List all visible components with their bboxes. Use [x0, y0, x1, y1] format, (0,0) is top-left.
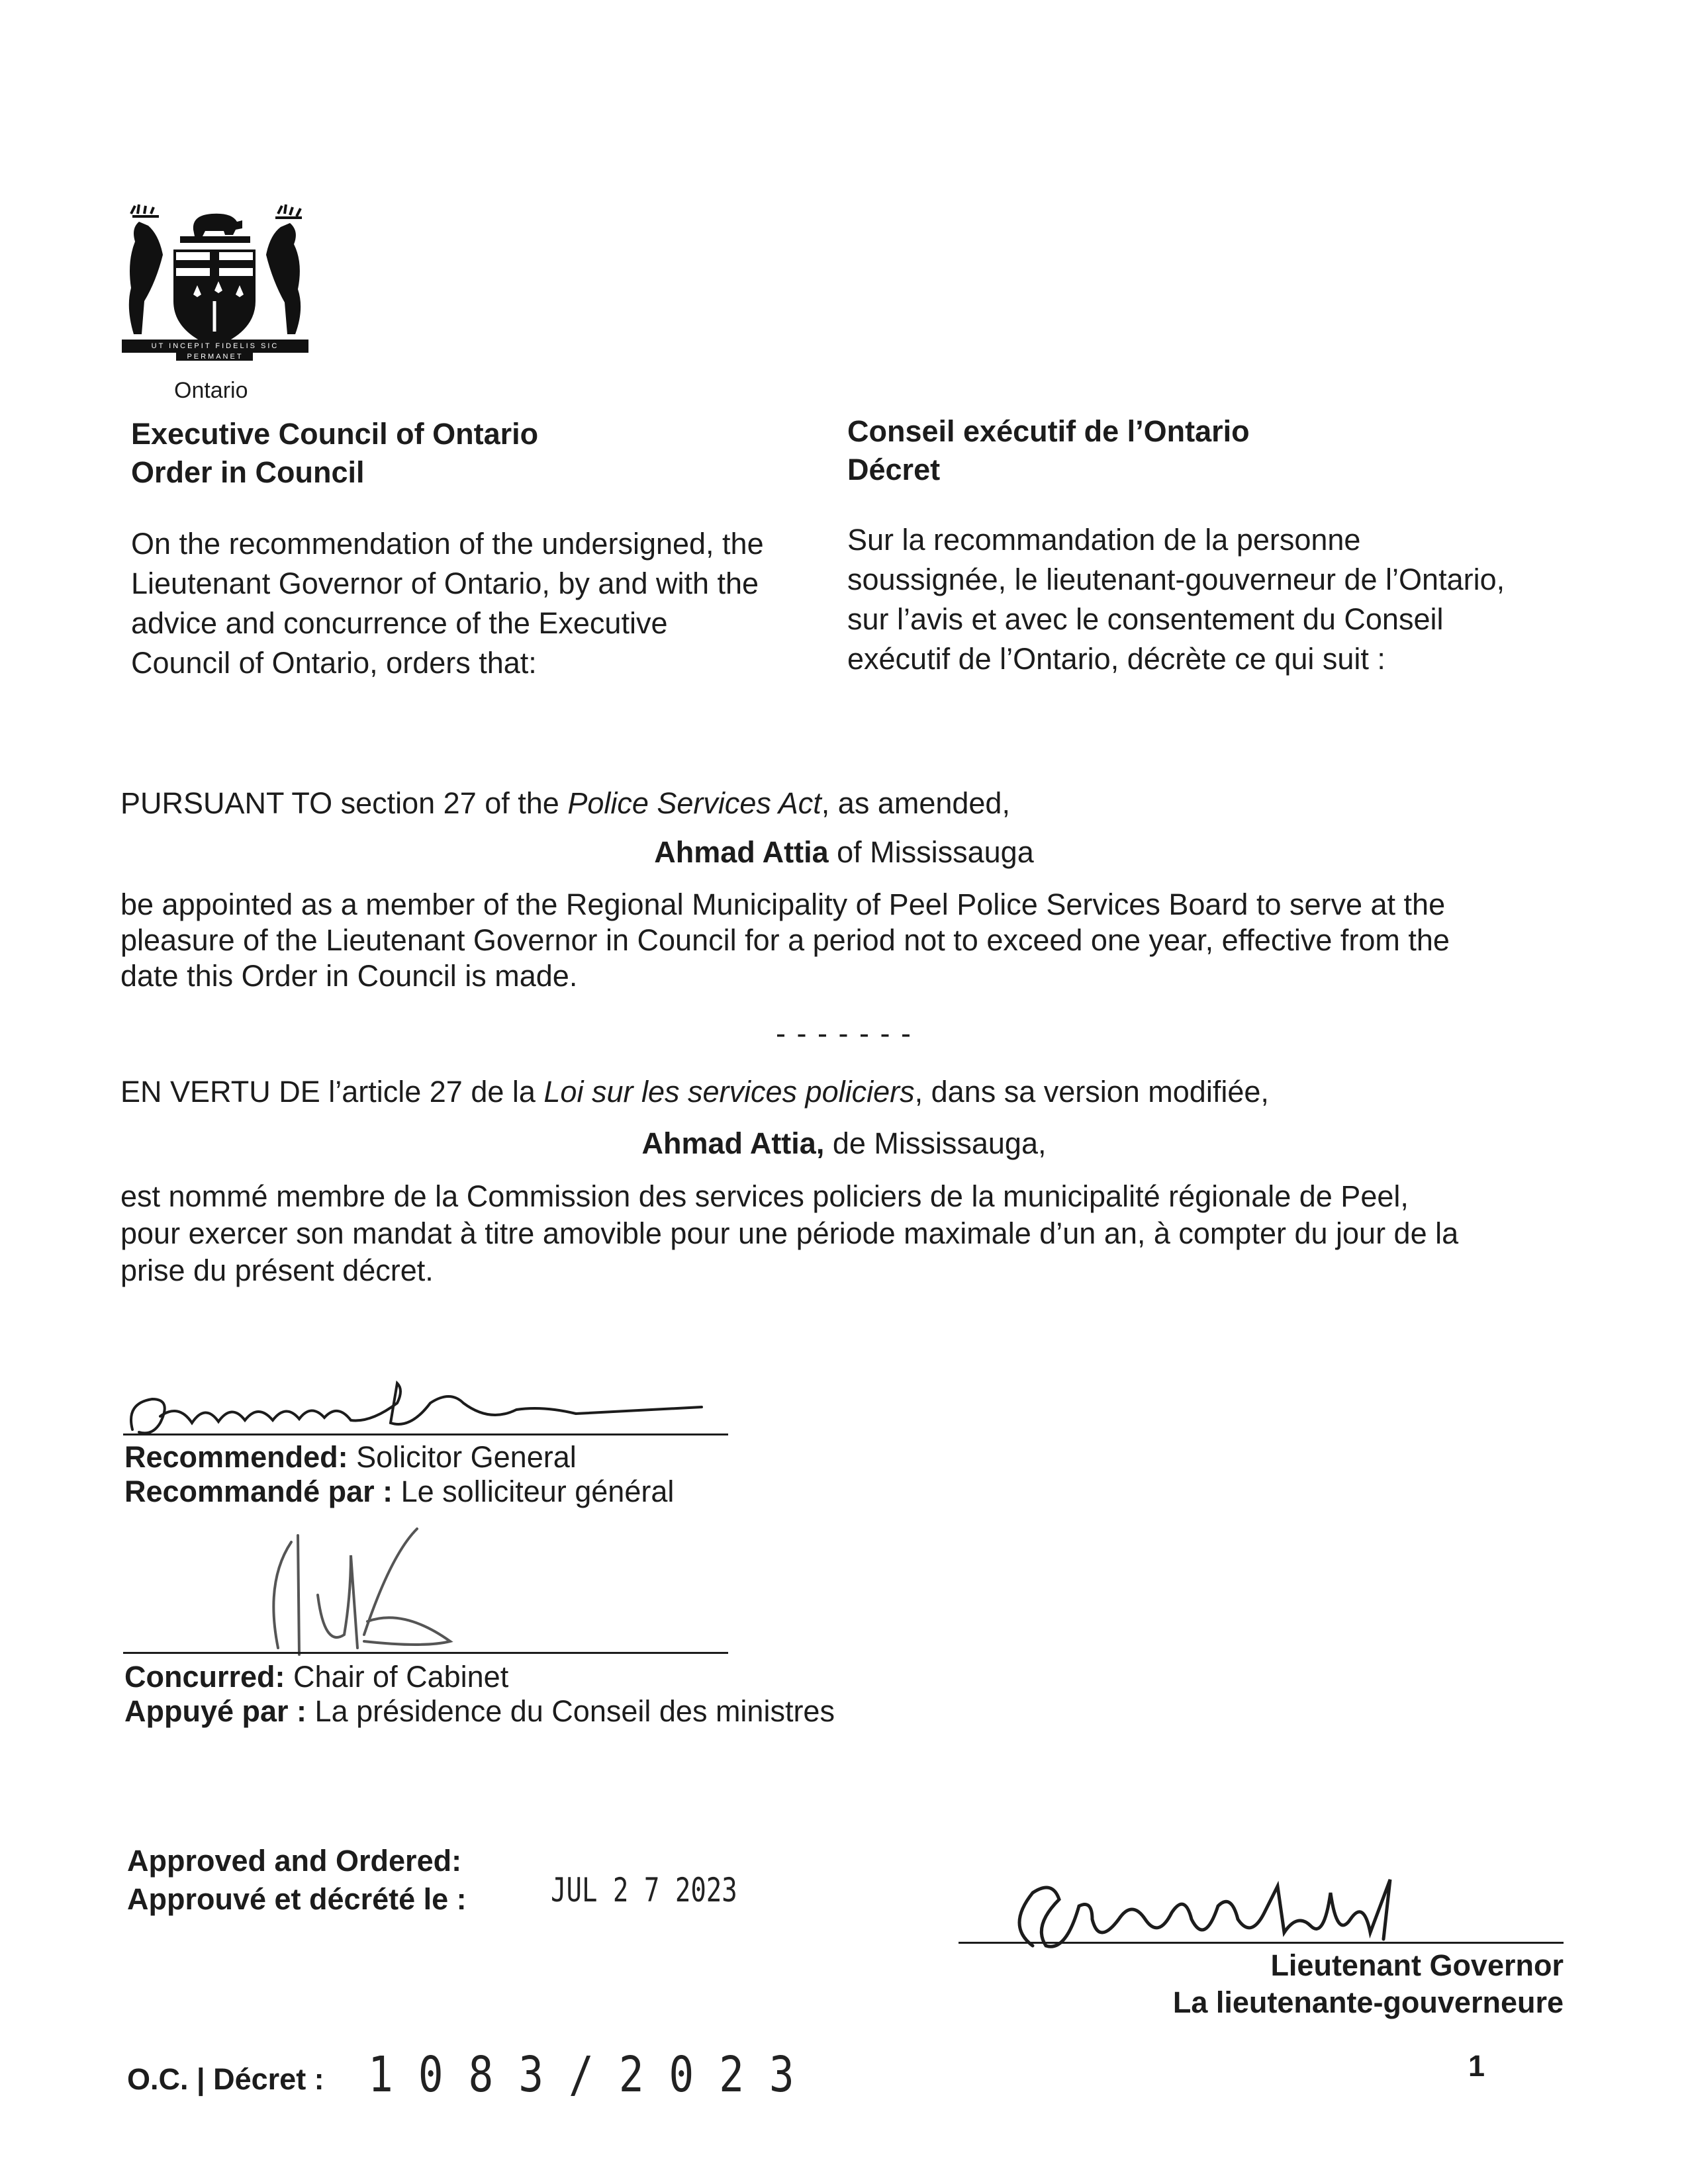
- crest-label: Ontario: [174, 378, 248, 403]
- appointee-line-fr: [0, 1124, 1688, 1163]
- concurred-value-fr: La présidence du Conseil des ministres: [306, 1694, 835, 1728]
- appointment-text-fr: [120, 1178, 1458, 1289]
- governor-title-fr: La lieutenante-gouverneure: [1172, 1985, 1564, 2019]
- appointment-line-fr: pour exercer son mandat à titre amovible pour une période maximale d’un an, à compter du jour de la: [120, 1216, 1459, 1250]
- order-in-council-label: O.C. | Décret :: [127, 2062, 324, 2096]
- intro-fr-line: sur l’avis et avec le consentement du Conseil: [847, 602, 1444, 636]
- intro-fr-line: exécutif de l’Ontario, décrète ce qui suit :: [847, 642, 1385, 676]
- act-name-en: Police Services Act: [567, 786, 821, 820]
- concurred-en: [124, 1657, 508, 1697]
- order-title-en: Order in Council: [131, 455, 365, 489]
- intro-fr-line: soussignée, le lieutenant-gouverneur de l’Ontario,: [847, 563, 1505, 596]
- intro-en-line: On the recommendation of the undersigned, the: [131, 527, 764, 561]
- council-title-fr: Conseil exécutif de l’Ontario: [847, 414, 1250, 448]
- ontario-coat-of-arms: [119, 202, 311, 364]
- concurred-fr: [124, 1692, 835, 1731]
- appointment-line-fr: prise du présent décret.: [120, 1253, 434, 1287]
- governor-signature-line: [959, 1942, 1564, 1944]
- pursuant-prefix-fr: EN VERTU DE l’article 27 de la: [120, 1075, 544, 1109]
- concurred-label-fr: Appuyé par :: [124, 1694, 307, 1728]
- concurred-value-en: Chair of Cabinet: [285, 1660, 509, 1694]
- recommended-fr: [124, 1472, 674, 1512]
- intro-en: [131, 524, 764, 683]
- language-separator: - - - - - - -: [776, 1017, 912, 1050]
- pursuant-prefix-en: PURSUANT TO section 27 of the: [120, 786, 568, 820]
- page-number: 1: [1468, 2049, 1485, 2083]
- intro-fr: [847, 520, 1505, 679]
- appointment-line-en: pleasure of the Lieutenant Governor in Council for a period not to exceed one year, effective from the: [120, 923, 1450, 957]
- ontario-coat-of-arms-icon: [119, 202, 311, 364]
- concurred-label-en: Concurred:: [124, 1660, 285, 1694]
- intro-en-line: Lieutenant Governor of Ontario, by and with the: [131, 567, 759, 600]
- recommended-label-fr: Recommandé par :: [124, 1475, 393, 1508]
- pursuant-clause-fr: [120, 1072, 1269, 1112]
- appointee-line-en: [0, 833, 1688, 872]
- order-in-council-number: 1 0 8 3 / 2 0 2 3: [368, 2046, 794, 2103]
- appointee-place-fr: de Mississauga,: [824, 1126, 1047, 1160]
- governor-title-en: Lieutenant Governor: [1270, 1948, 1564, 1982]
- chair-of-cabinet-signature: [252, 1516, 490, 1668]
- intro-fr-line: Sur la recommandation de la personne: [847, 523, 1361, 557]
- recommended-value-en: Solicitor General: [348, 1440, 577, 1474]
- recommended-label-en: Recommended:: [124, 1440, 348, 1474]
- council-title-en: Executive Council of Ontario: [131, 417, 539, 451]
- intro-en-line: Council of Ontario, orders that:: [131, 646, 537, 680]
- approved-label-en: Approved and Ordered:: [127, 1844, 462, 1878]
- appointee-name-en: Ahmad Attia: [654, 835, 829, 869]
- recommended-signature-line: [123, 1433, 728, 1435]
- act-name-fr: Loi sur les services policiers: [543, 1075, 915, 1109]
- appointment-text-en: [120, 887, 1450, 994]
- pursuant-suffix-en: , as amended,: [821, 786, 1010, 820]
- pursuant-suffix-fr: , dans sa version modifiée,: [914, 1075, 1269, 1109]
- appointee-place-en: of Mississauga: [828, 835, 1034, 869]
- intro-en-line: advice and concurrence of the Executive: [131, 606, 668, 640]
- crest-motto: UT INCEPIT FIDELIS SIC PERMANET: [151, 342, 279, 361]
- pursuant-clause-en: [120, 784, 1010, 823]
- recommended-en: [124, 1437, 577, 1477]
- order-title-fr: Décret: [847, 453, 941, 486]
- appointee-name-fr: Ahmad Attia,: [641, 1126, 825, 1160]
- appointment-line-en: be appointed as a member of the Regional Municipality of Peel Police Services Board to serve at the: [120, 887, 1446, 921]
- concurred-signature-line: [123, 1652, 728, 1654]
- appointment-line-fr: est nommé membre de la Commission des services policiers de la municipalité régionale de Peel,: [120, 1179, 1409, 1213]
- approval-date-stamp: JUL 2 7 2023: [551, 1871, 737, 1909]
- recommended-value-fr: Le solliciteur général: [393, 1475, 675, 1508]
- approved-label-fr: Approuvé et décrété le :: [127, 1882, 467, 1916]
- appointment-line-en: date this Order in Council is made.: [120, 959, 578, 993]
